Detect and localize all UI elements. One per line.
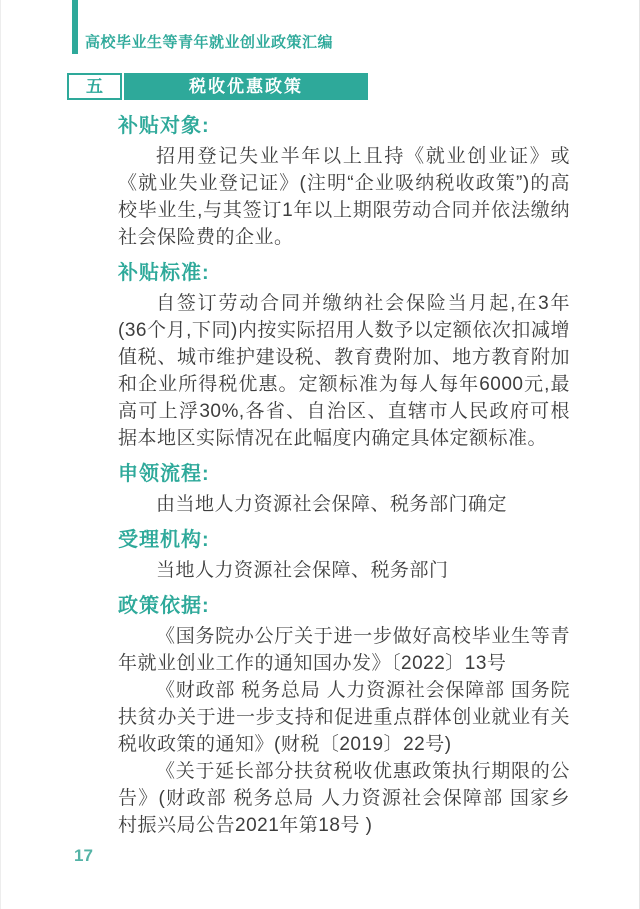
section-heading: 申领流程: [118,463,210,485]
section-paragraph: 《财政部 税务总局 人力资源社会保障部 国务院扶贫办关于进一步支持和促进重点群体创业就业有关税收政策的通知》(财税〔2019〕22号) [118,680,570,755]
section-title-banner: 税收优惠政策 [124,73,368,100]
section-subsidy-target [118,116,570,251]
document-header-title: 高校毕业生等青年就业创业政策汇编 [85,34,334,51]
document-content [118,116,570,839]
section-paragraph: 当地人力资源社会保障、税务部门 [156,560,449,581]
section-heading: 补贴标准: [118,262,210,284]
header-accent-bar [72,0,78,54]
section-application-process [118,464,570,518]
section-paragraph: 由当地人力资源社会保障、税务部门确定 [156,494,508,515]
section-heading: 受理机构: [118,529,210,551]
section-paragraph: 招用登记失业半年以上且持《就业创业证》或《就业失业登记证》(注明“企业吸纳税收政策”)的高校毕业生,与其签订1年以上期限劳动合同并依法缴纳社会保险费的企业。 [118,146,570,248]
section-number-badge: 五 [67,73,122,100]
section-paragraph: 《关于延长部分扶贫税收优惠政策执行期限的公告》(财政部 税务总局 人力资源社会保障部 国家乡村振兴局公告2021年第18号 ) [118,761,570,836]
section-accepting-agency [118,530,570,584]
section-subsidy-standard [118,263,570,452]
section-heading: 补贴对象: [118,115,210,137]
page-number: 17 [74,846,93,865]
section-paragraph: 自签订劳动合同并缴纳社会保险当月起,在3年(36个月,下同)内按实际招用人数予以定额依次扣减增值税、城市维护建设税、教育费附加、地方教育附加和企业所得税优惠。定额标准为每人每年6000元,最高可上浮30%,各省、自治区、直辖市人民政府可根据本地区实际情况在此幅度内确定具体定额标准。 [118,293,570,449]
section-policy-basis [118,596,570,839]
section-paragraph: 《国务院办公厅关于进一步做好高校毕业生等青年就业创业工作的通知国办发》〔2022〕13号 [118,626,570,674]
section-heading: 政策依据: [118,595,210,617]
